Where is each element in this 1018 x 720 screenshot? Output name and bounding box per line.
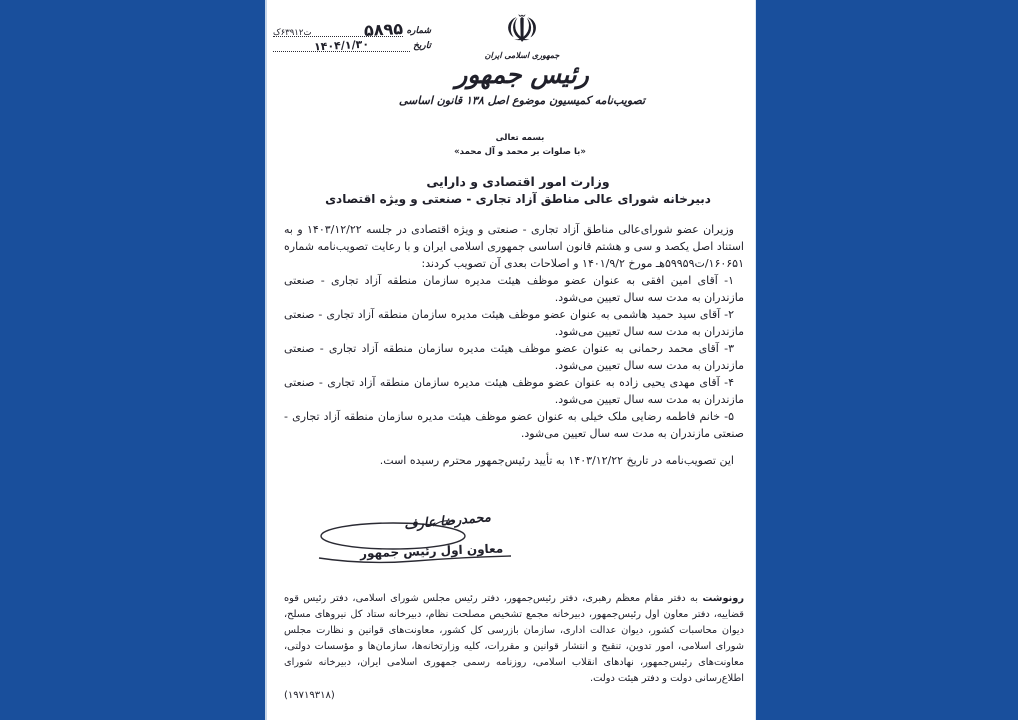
recipient-ministry: وزارت امور اقتصادی و دارایی bbox=[426, 174, 610, 189]
cc-list-text: به دفتر مقام معظم رهبری، دفتر رئیس‌جمهور، دفتر رئیس مجلس شورای اسلامی، دفتر رئیس قوه قضاییه، دفتر معاون اول رئیس‌جمهور، دبیرخانه مجمع تشخیص مصلحت نظام، دبیرخانه ستاد کل نیروهای مسلح، دیوان محاسبات کشور، دیوان عدالت اداری، سازمان بازرسی کل کشور، معاونت‌های قوانین و نظارت مجلس شورای اسلامی، امور تدوین، تنقیح و انتشار قوانین و مقررات، کلیه وزارتخانه‌ها، سازمان‌ها و مؤسسات دولتی، معاونت‌های رئیس‌جمهور، نهادهای انقلاب اسلامی، روزنامه رسمی جمهوری اسلامی ایران، دبیرخانه شورای اطلاع‌رسانی دولت و دفتر هیئت دولت. bbox=[284, 593, 744, 684]
number-type-suffix: ت۶۳۹۱۲ک bbox=[273, 28, 312, 38]
state-name: جمهوری اسلامی ایران bbox=[484, 51, 560, 60]
salawat-line: «با صلوات بر محمد و آل محمد» bbox=[454, 147, 586, 157]
decree-item-2: ۲- آقای سید حمید هاشمی به عنوان عضو موظف هیئت مدیره سازمان منطقه آزاد تجاری - صنعتی مازندران به مدت سه سال تعیین می‌شود. bbox=[284, 308, 744, 338]
decree-item-5: ۵- خانم فاطمه رضایی ملک خیلی به عنوان عضو موظف هیئت مدیره سازمان منطقه آزاد تجاری - صنعتی مازندران به مدت سه سال تعیین می‌شود. bbox=[284, 410, 744, 440]
document-page bbox=[265, 0, 756, 720]
doc-type-line: تصویب‌نامه کمیسیون موضوع اصل ۱۳۸ قانون اساسی bbox=[398, 94, 646, 107]
cc-footer bbox=[284, 591, 744, 704]
signatory-name: محمدرضا عارف bbox=[403, 510, 492, 533]
decree-preamble: وزیران عضو شورای‌عالی مناطق آزاد تجاری - صنعتی و ویژه اقتصادی در جلسه ۱۴۰۳/۱۲/۲۲ و به استناد اصل یکصد و سی و هشتم قانون اساسی جمهوری اسلامی ایران و با رعایت تصویب‌نامه شماره ۱۶۰۶۵۱/ت۵۹۹۵۹هـ مورخ ۱۴۰۱/۹/۲ و اصلاحات بعدی آن تصویب کردند: bbox=[284, 223, 744, 270]
decree-item-4: ۴- آقای مهدی یحیی زاده به عنوان عضو موظف هیئت مدیره سازمان منطقه آزاد تجاری - صنعتی مازندران به مدت سه سال تعیین می‌شود. bbox=[284, 376, 744, 406]
date-label: تاریخ bbox=[413, 41, 431, 51]
signatory-title: معاون اول رئیس جمهور bbox=[359, 541, 504, 561]
iran-emblem-icon: ☫ bbox=[504, 7, 540, 51]
cc-lead-word: رونوشت bbox=[702, 593, 744, 604]
decree-body bbox=[284, 221, 744, 469]
recipient-block bbox=[267, 174, 755, 206]
confirmation-line: این تصویب‌نامه در تاریخ ۱۴۰۳/۱۲/۲۲ به تأیید رئیس‌جمهور محترم رسیده است. bbox=[379, 454, 734, 467]
number-handwritten-value: ۵۸۹۵ bbox=[363, 18, 404, 41]
letterhead bbox=[267, 8, 755, 107]
ref-number: (۱۹۷۱۹۳۱۸) bbox=[284, 690, 335, 701]
invocation-block bbox=[267, 133, 755, 157]
date-handwritten-value: ۱۴۰۴/۱/۳۰ bbox=[313, 37, 370, 54]
signature-block bbox=[315, 508, 515, 574]
cc-paragraph bbox=[284, 591, 744, 687]
number-label: شماره bbox=[406, 26, 431, 36]
decree-item-1: ۱- آقای امین افقی به عنوان عضو موظف هیئت مدیره سازمان منطقه آزاد تجاری - صنعتی مازندران به مدت سه سال تعیین می‌شود. bbox=[284, 274, 744, 304]
decree-item-3: ۳- آقای محمد رحمانی به عنوان عضو موظف هیئت مدیره سازمان منطقه آزاد تجاری - صنعتی مازندران به مدت سه سال تعیین می‌شود. bbox=[284, 342, 744, 372]
office-title-calligraphy: رئیس جمهور bbox=[455, 60, 589, 89]
recipient-secretariat: دبیرخانه شورای عالی مناطق آزاد تجاری - صنعتی و ویژه اقتصادی bbox=[325, 192, 711, 206]
besmeleh-line: بسمه تعالی bbox=[495, 133, 545, 143]
